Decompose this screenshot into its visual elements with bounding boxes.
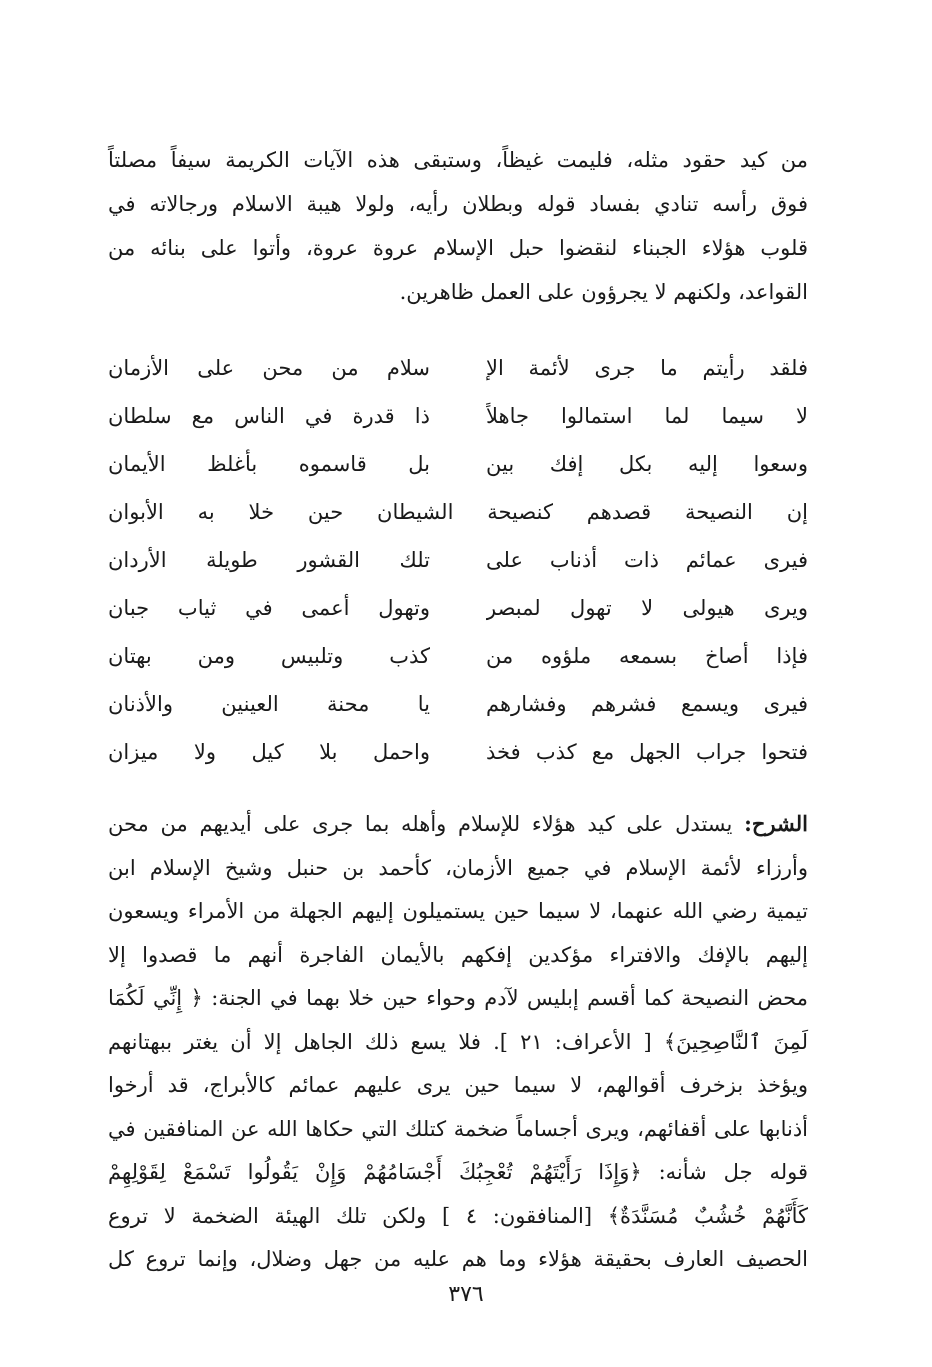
commentary-line: أذنابها على أقفائهم، ويرى أجساماً ضخمة كتلك التي حكاها الله عن المنافقين في <box>108 1116 808 1141</box>
verse-second-hemistich: واحمل بلا كيل ولا ميزان <box>108 740 430 764</box>
verse-second-hemistich: سلام من محن على الأزمان <box>108 356 430 380</box>
verse-first-hemistich: ويرى هيولى لا تهول لمبصر <box>486 596 808 620</box>
poem <box>108 344 808 776</box>
commentary-line: لَمِنَ ٱلنَّاصِحِينَ﴾ [ الأعراف: ٢١ ]. فلا يسع ذلك الجاهل إلا أن يغتر ببهتانهم <box>108 1029 808 1054</box>
poem-verse <box>108 536 808 584</box>
verse-second-hemistich: بل قاسموه بأغلظ الأيمان <box>108 452 430 476</box>
commentary-line: وأرزاء لأئمة الإسلام في جميع الأزمان، كأحمد بن حنبل وشيخ الإسلام ابن <box>108 855 808 880</box>
commentary-line: الحصيف العارف بحقيقة هؤلاء وما هم عليه من جهل وضلال، وإنما تروع كل <box>108 1247 808 1271</box>
commentary-line: كَأَنَّهُمْ خُشُبٌ مُسَنَّدَةٌ﴾ [المنافقون: ٤ ] ولكن تلك الهيئة الضخمة لا تروع <box>108 1203 808 1228</box>
intro-line: من كيد حقود مثله، فليمت غيظاً، وستبقى هذه الآيات الكريمة سيفاً مصلتاً <box>108 148 808 172</box>
poem-verse <box>108 680 808 728</box>
verse-first-hemistich: فيرى ويسمع فشرهم وفشارهم <box>486 692 808 716</box>
verse-first-hemistich: فلقد رأيتم ما جرى لأئمة الإ <box>486 356 808 380</box>
poem-verse <box>108 392 808 440</box>
verse-second-hemistich: ذا قدرة في الناس مع سلطان <box>108 404 430 428</box>
commentary-line: تيمية رضي الله عنهما، لا سيما حين يستميلون إليهم الجهلة من الأمراء ويسعون <box>108 899 808 923</box>
poem-verse <box>108 440 808 488</box>
commentary-label: الشرح: <box>744 811 808 836</box>
verse-first-hemistich: فتحوا جراب الجهل مع كذب فخذ <box>486 740 808 764</box>
verse-first-hemistich: لا سيما لما استمالوا جاهلاً <box>486 404 808 428</box>
poem-verse <box>108 632 808 680</box>
verse-second-hemistich: وتهول أعمى في ثياب جبان <box>108 596 430 620</box>
poem-verse <box>108 344 808 392</box>
verse-second-hemistich: تلك القشور طويلة الأردان <box>108 548 430 572</box>
commentary-line: ويؤخذ بزخرف أقوالهم، لا سيما حين يرى عليهم عمائم كالأبراج، قد أرخوا <box>108 1073 808 1097</box>
verse-second-hemistich: يا محنة العينين والأذنان <box>108 692 430 716</box>
intro-line: فوق رأسه تنادي بفساد قوله وبطلان رأيه، ولولا هيبة الاسلام ورجالاته في <box>108 192 808 216</box>
verse-first-hemistich: فإذا أصاخ بسمعه ملؤوه من <box>486 644 808 668</box>
verse-first-hemistich: وسعوا إليه بكل إفك بين <box>486 452 808 476</box>
intro-paragraph <box>108 138 808 314</box>
intro-line: قلوب هؤلاء الجبناء لنقضوا حبل الإسلام عروة عروة، وأتوا على بنائه من <box>108 236 808 260</box>
commentary-paragraph <box>108 802 808 1282</box>
commentary-line: قوله جل شأنه: ﴿وَإِذَا رَأَيْتَهُمْ تُعْجِبُكَ أَجْسَامُهُمْ وَإِنْ يَقُولُوا تَسْمَعْ لِقَوْلِهِمْ <box>108 1160 808 1184</box>
page-number: ٣٧٦ <box>448 1282 484 1307</box>
verse-first-hemistich: فيرى عمائم ذات أذناب على <box>486 548 808 572</box>
commentary-line-text: يستدل على كيد هؤلاء للإسلام وأهله بما جرى على أيديهم من محن <box>108 812 733 836</box>
poem-verse-full: إن النصيحة قصدهم كنصيحة الشيطان حين خلا به الأبوان <box>108 500 808 524</box>
commentary-line: محض النصيحة كما أقسم إبليس لآدم وحواء حين خلا بهما في الجنة: ﴿ إِنِّي لَكُمَا <box>108 986 808 1010</box>
page-body <box>108 138 808 1282</box>
verse-second-hemistich: كذب وتلبيس ومن بهتان <box>108 644 430 668</box>
intro-line: القواعد، ولكنهم لا يجرؤون على العمل ظاهرين. <box>399 280 808 304</box>
poem-verse <box>108 584 808 632</box>
commentary-line <box>108 802 808 847</box>
commentary-line: إليهم بالإفك والافتراء مؤكدين إفكهم بالأيمان الفاجرة أنهم ما قصدوا إلا <box>108 942 808 967</box>
poem-verse <box>108 728 808 776</box>
